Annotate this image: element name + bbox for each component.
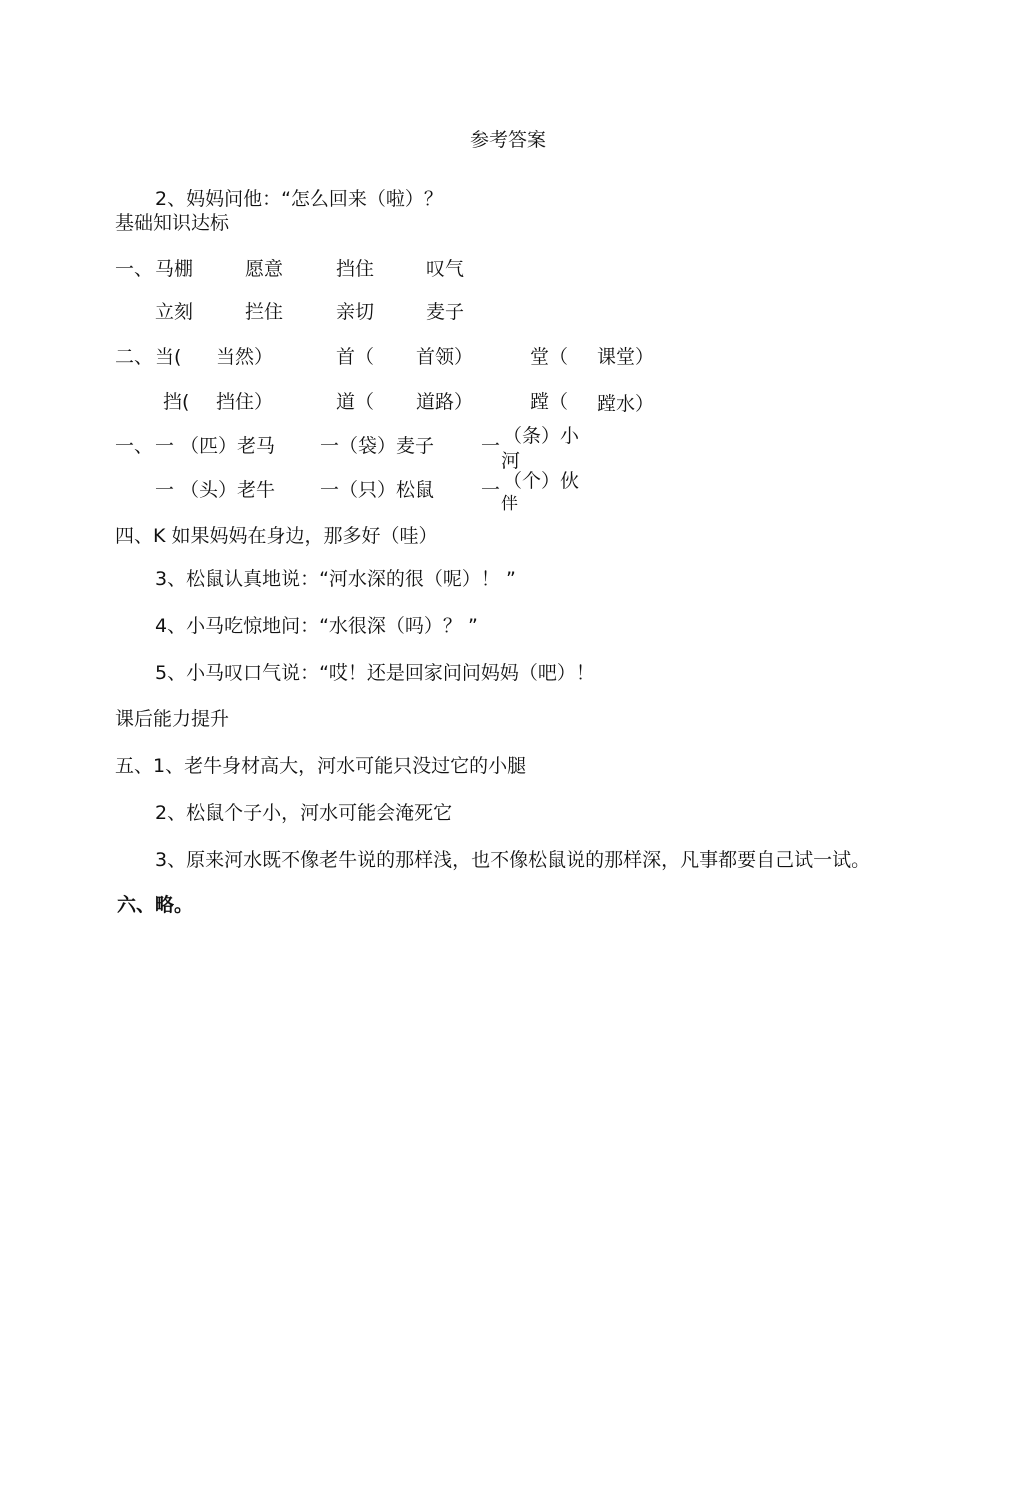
q3-phrase: 一 [481,479,501,501]
q1-word: 马棚 [155,258,194,280]
q4-line: 5、小马叹口气说：“哎！还是回家问问妈妈（吧）！ [155,662,595,684]
q2-word: 挡住） [216,391,274,413]
q2-word: 道路） [416,391,474,413]
q4-line: 3、松鼠认真地说：“河水深的很（呢）！ ” [155,568,516,590]
q1-prefix: 一、 [115,258,154,280]
q5-line: 五、1、老牛身材高大，河水可能只没过它的小腿 [115,755,527,777]
q1-word: 叹气 [426,258,465,280]
q3-phrase-clipped [501,494,523,514]
q3-phrase: （条）小 [503,425,580,447]
q2-word: 当然） [216,346,274,368]
q2-char: 挡( [163,391,190,413]
q3-phrase: （个）伙 [503,470,580,492]
q6-line: 六、略。 [117,894,194,916]
q1-word: 挡住 [336,258,375,280]
q1-word: 愿意 [245,258,284,280]
section-basic-heading: 基础知识达标 [115,212,230,234]
q5-line: 2、松鼠个子小，河水可能会淹死它 [155,802,453,824]
q2-word: 首领） [416,346,474,368]
q2-prefix: 二、 [115,346,154,368]
q5-line: 3、原来河水既不像老牛说的那样浅，也不像松鼠说的那样深，凡事都要自己试一试。 [155,849,871,871]
q3-phrase: 伴 [501,494,518,514]
q4-line: 4、小马吃惊地问：“水很深（吗）？ ” [155,615,478,637]
q2-char: 蹚（ [530,391,569,413]
q2-char: 堂（ [530,346,569,368]
q2-char: 道（ [336,391,375,413]
q2-char: 当( [155,346,182,368]
q1-word: 立刻 [155,301,194,323]
q3-phrase: 一 （匹）老马 [155,435,276,457]
q1-word: 麦子 [426,301,465,323]
intro-line: 2、妈妈问他：“怎么回来（啦）？ [155,188,443,210]
q1-word: 拦住 [245,301,284,323]
q1-word: 亲切 [336,301,375,323]
q3-phrase: 一 （头）老牛 [155,479,276,501]
q3-prefix: 一、 [115,435,154,457]
q2-char: 首（ [336,346,375,368]
q2-word: 课堂） [597,346,655,368]
q3-phrase: 一 [481,435,501,457]
page-title: 参考答案 [470,129,547,151]
q3-phrase: 河 [501,450,521,472]
q3-phrase: 一（袋）麦子 [320,435,435,457]
q2-word: 蹚水） [597,393,655,415]
section-after-heading: 课后能力提升 [115,708,230,730]
q3-phrase: 一（只）松鼠 [320,479,435,501]
q4-line: 四、K 如果妈妈在身边，那多好（哇） [115,525,438,547]
